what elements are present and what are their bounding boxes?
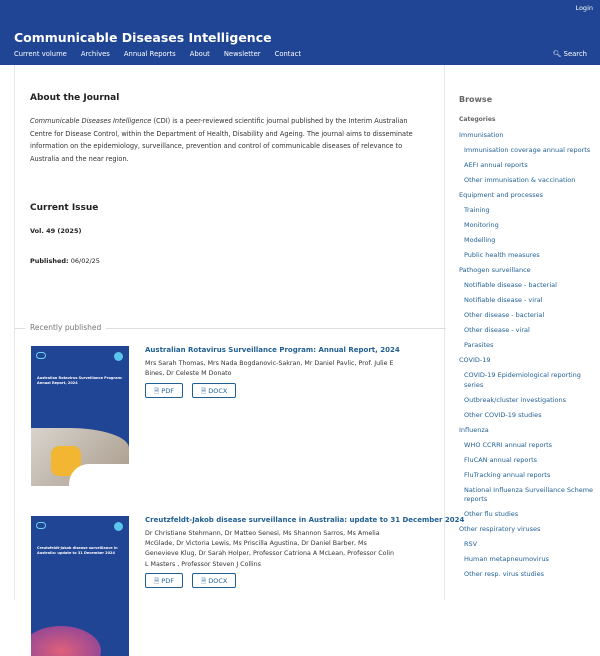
sidebar-subcategory-link[interactable]: Other disease - viral [464, 326, 530, 334]
recently-published-heading: Recently published [25, 323, 106, 332]
sidebar-subcategory-link[interactable]: Other disease - bacterial [464, 311, 545, 319]
journal-name: Communicable Diseases Intelligence [30, 117, 152, 125]
issue-volume[interactable]: Vol. 49 (2025) [30, 227, 82, 235]
published-label: Published: [30, 257, 69, 265]
sidebar-subcategory-link[interactable]: Other resp. virus studies [464, 570, 544, 578]
sidebar-category-link[interactable]: Pathogen surveillance [459, 266, 531, 274]
article-authors: Mrs Sarah Thomas, Mrs Nada Bogdanovic-Sakran, Mr Daniel Pavlic, Prof. Julie E Bines, Dr Celeste M Donato [145, 360, 394, 378]
login-link[interactable]: Login [575, 4, 593, 12]
published-date [30, 257, 100, 265]
sidebar-subcategory-link[interactable]: WHO CCRRI annual reports [464, 440, 553, 449]
main-nav [14, 50, 301, 58]
sidebar-subcategory-link[interactable]: FluTracking annual reports [464, 470, 551, 479]
sidebar-subcategory-link[interactable]: AEFI annual reports [464, 161, 528, 169]
recently-published-divider [15, 323, 446, 333]
sidebar-category-link[interactable]: COVID-19 [459, 356, 491, 364]
current-issue-heading: Current Issue [30, 203, 99, 213]
search-label: Search [563, 50, 587, 58]
sidebar-subcategory-link[interactable]: Outbreak/cluster investigations [464, 395, 567, 404]
nav-current-volume[interactable]: Current volume [14, 50, 67, 58]
sidebar-subcategory-link[interactable]: Training [464, 206, 490, 214]
sidebar-subcategory-link[interactable]: FluCAN annual reports [464, 455, 538, 464]
article-title[interactable]: Creutzfeldt-Jakob disease surveillance in Australia: update to 31 December 2024 [145, 516, 465, 524]
article-authors: Dr Christiane Stehmann, Dr Matteo Senesi, Ms Shannon Sarros, Ms Amelia McGlade, Dr Victoria Lewis, Ms Priscilla Agustina, Dr Daniel Barber, Ms Genevieve Klug, Dr Sarah Holper, Professor Catriona A McLean, Professor Colin L Masters , Professor Steven J Collins [145, 530, 394, 568]
sidebar-subcategory-link[interactable]: Other COVID-19 studies [464, 410, 542, 419]
nav-annual-reports[interactable]: Annual Reports [123, 50, 176, 58]
sidebar-subcategory-link[interactable]: Modelling [464, 236, 496, 244]
docx-button[interactable] [192, 383, 236, 398]
nav-newsletter[interactable]: Newsletter [223, 50, 261, 58]
file-pdf-icon: 🗎︎ [154, 387, 162, 395]
about-heading: About the Journal [30, 93, 120, 103]
category-list [459, 131, 594, 580]
sidebar-subcategory-link[interactable]: COVID-19 Epidemiological reporting series [464, 371, 581, 389]
sidebar-category-link[interactable]: Other respiratory viruses [459, 525, 541, 533]
site-title[interactable]: Communicable Diseases Intelligence [14, 30, 272, 45]
sidebar-subcategory-link[interactable]: Other flu studies [464, 510, 519, 518]
sidebar-subcategory-link[interactable]: Notifiable disease - viral [464, 296, 543, 304]
sidebar-subcategory-link[interactable]: Notifiable disease - bacterial [464, 281, 557, 289]
sidebar-subcategory-link[interactable]: Immunisation coverage annual reports [464, 146, 591, 154]
cover-title: Creutzfeldt-Jakob disease surveillance in Australia: update to 31 December 2024 [37, 546, 118, 555]
file-docx-icon: 🗎︎ [200, 577, 209, 585]
sidebar-category-link[interactable]: Influenza [459, 425, 489, 434]
docx-label: DOCX [208, 577, 228, 585]
search-icon: 🔍︎ [552, 50, 564, 58]
sidebar-subcategory-link[interactable]: RSV [464, 540, 478, 548]
nav-about[interactable]: About [189, 50, 210, 58]
published-value: 06/02/25 [70, 257, 100, 265]
file-pdf-icon: 🗎︎ [154, 577, 162, 585]
docx-button[interactable] [192, 573, 236, 588]
about-text [30, 115, 430, 165]
file-docx-icon: 🗎︎ [200, 387, 209, 395]
article-cover-image[interactable] [31, 516, 129, 656]
nav-archives[interactable]: Archives [80, 50, 110, 58]
categories-label: Categories [459, 116, 496, 123]
sidebar-subcategory-link[interactable]: National Influenza Surveillance Scheme reports [464, 485, 594, 503]
sidebar-subcategory-link[interactable]: Parasites [464, 341, 494, 349]
search-link[interactable] [553, 50, 587, 58]
sidebar-subcategory-link[interactable]: Monitoring [464, 221, 499, 229]
pdf-button[interactable] [145, 573, 183, 588]
pdf-label: PDF [161, 577, 174, 585]
sidebar-subcategory-link[interactable]: Public health measures [464, 251, 540, 259]
docx-label: DOCX [208, 387, 228, 395]
sidebar-subcategory-link[interactable]: Other immunisation & vaccination [464, 176, 576, 184]
about-body: (CDI) is a peer-reviewed scientific journal published by the Interim Australian Centre for Disease Control, within the Department of Health, Disability and Ageing. The journal aims to disseminate information on the epidemiology, surveillance, prevention and control of communicable diseases of relevance to Australia and the near region. [30, 117, 413, 163]
sidebar-category-link[interactable]: Equipment and processes [459, 191, 544, 199]
article-cover-image[interactable] [31, 346, 129, 486]
site-header [0, 0, 600, 65]
browse-heading: Browse [459, 95, 493, 104]
sidebar-subcategory-link[interactable]: Human metapneumovirus [464, 555, 549, 563]
cover-title: Australian Rotavirus Surveillance Program: Annual Report, 2024 [37, 376, 123, 385]
article-title[interactable]: Australian Rotavirus Surveillance Program: Annual Report, 2024 [145, 346, 400, 354]
sidebar [459, 95, 594, 585]
nav-contact[interactable]: Contact [274, 50, 302, 58]
main-content [14, 65, 465, 600]
pdf-button[interactable] [145, 383, 183, 398]
pdf-label: PDF [161, 387, 174, 395]
sidebar-category-link[interactable]: Immunisation [459, 131, 504, 139]
